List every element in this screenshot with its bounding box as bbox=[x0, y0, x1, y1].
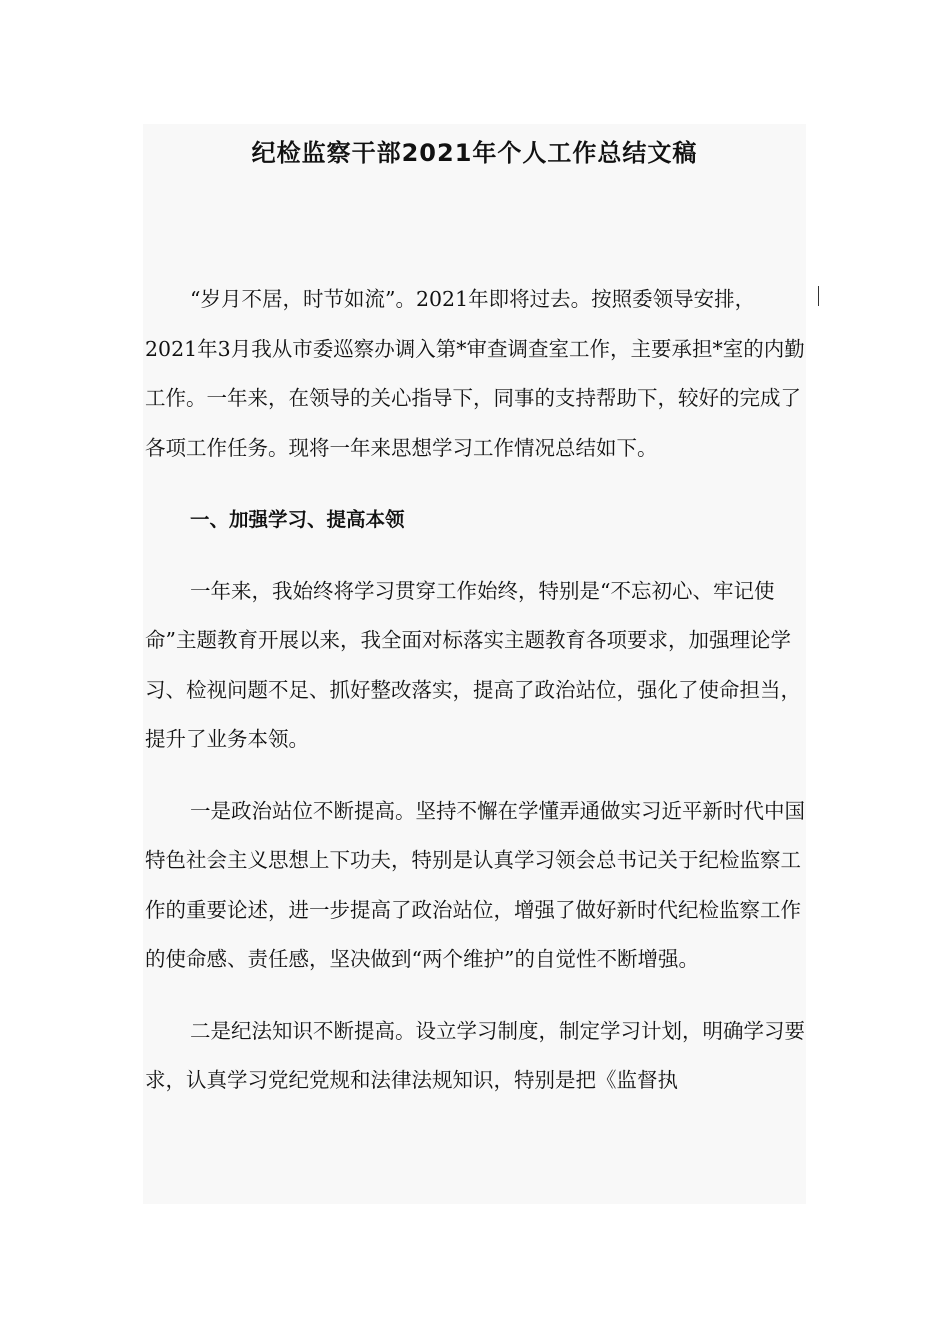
paragraph-point-2: 二是纪法知识不断提高。设立学习制度，制定学习计划，明确学习要求，认真学习党纪党规和法律法规知识，特别是把《监督执 bbox=[145, 1018, 805, 1092]
document-body bbox=[145, 275, 805, 1128]
paragraph-point-1: 一是政治站位不断提高。坚持不懈在学懂弄通做实习近平新时代中国特色社会主义思想上下功夫，特别是认真学习领会总书记关于纪检监察工作的重要论述，进一步提高了政治站位，增强了做好新时代纪检监察工作的使命感、责任感，坚决做到“两个维护”的自觉性不断增强。 bbox=[145, 798, 805, 971]
section-heading-1: 一、加强学习、提高本领 bbox=[190, 508, 405, 531]
page-edge-mark bbox=[818, 286, 819, 306]
document-title: 纪检监察干部2021年个人工作总结文稿 bbox=[251, 139, 698, 167]
paragraph-intro: “岁月不居，时节如流”。2021年即将过去。按照委领导安排，2021年3月我从市委巡察办调入第*审查调查室工作，主要承担*室的内勤工作。一年来，在领导的关心指导下，同事的支持帮助下，较好的完成了各项工作任务。现将一年来思想学习工作情况总结如下。 bbox=[145, 287, 805, 460]
paragraph-section-1: 一年来，我始终将学习贯穿工作始终，特别是“不忘初心、牢记使命”主题教育开展以来，我全面对标落实主题教育各项要求，加强理论学习、检视问题不足、抓好整改落实，提高了政治站位，强化了使命担当，提升了业务本领。 bbox=[145, 578, 801, 751]
